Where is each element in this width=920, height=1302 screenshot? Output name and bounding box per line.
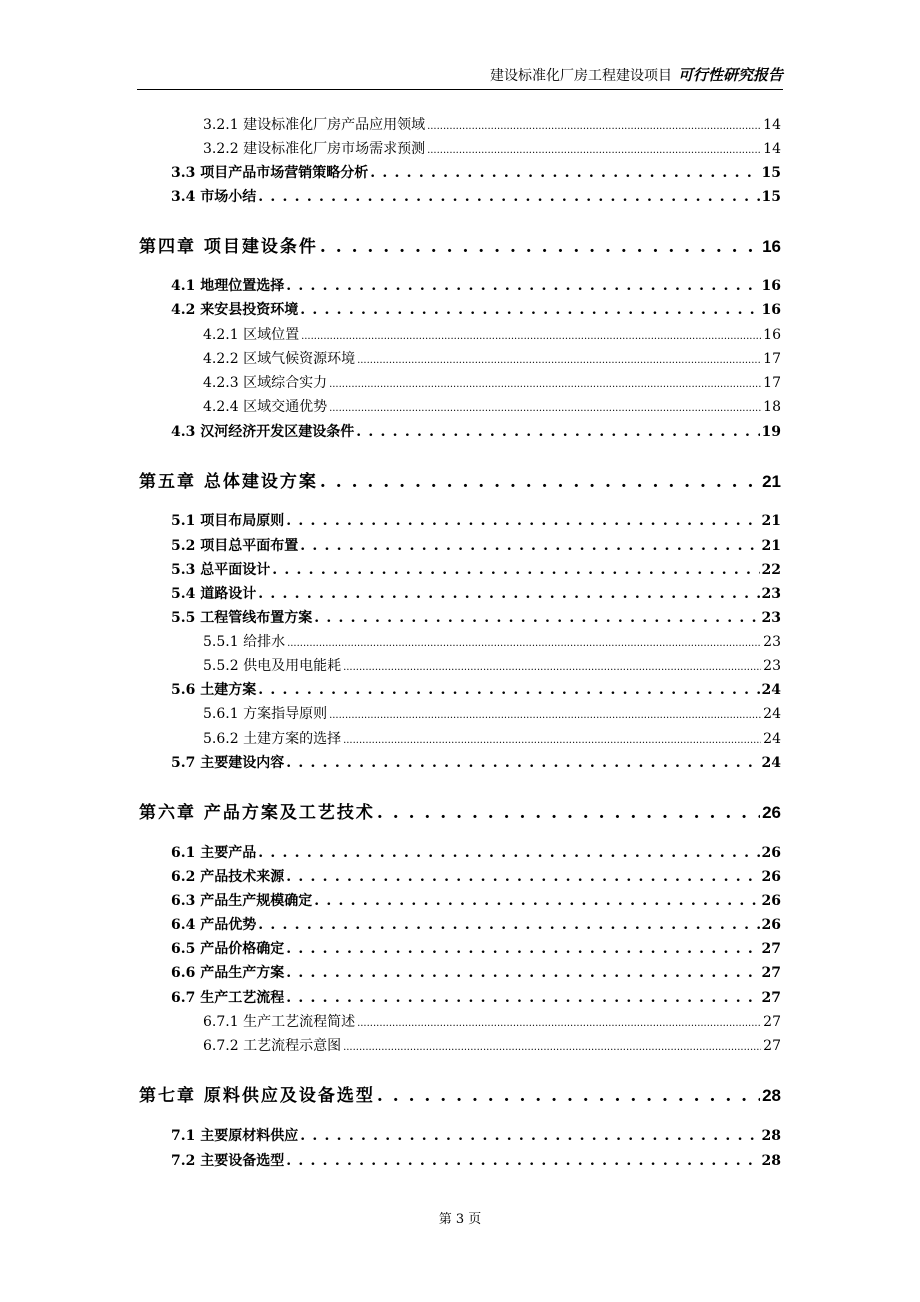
toc-entry-section[interactable] <box>171 987 781 1007</box>
toc-entry-page: 21 <box>762 472 781 491</box>
toc-entry-title: 第六章 产品方案及工艺技术 <box>139 803 375 823</box>
toc-entry-page: 23 <box>763 658 781 674</box>
toc-entry-title: 4.2.2 区域气候资源环境 <box>203 351 356 367</box>
toc-entry-section[interactable] <box>171 866 781 886</box>
toc-entry-title: 3.2.2 建设标准化厂房市场需求预测 <box>203 141 426 157</box>
toc-leader-dots <box>314 610 759 626</box>
toc-entry-page: 27 <box>763 1038 781 1054</box>
header-project-title: 建设标准化厂房工程建设项目 <box>489 68 672 84</box>
toc-entry-page: 14 <box>763 117 781 133</box>
toc-leader-dots <box>329 403 761 414</box>
toc-leader-dots <box>300 538 759 554</box>
toc-leader-dots <box>300 302 759 318</box>
toc-entry-page: 23 <box>763 634 781 650</box>
toc-entry-page: 27 <box>761 941 781 957</box>
toc-entry-title: 5.5.1 给排水 <box>203 634 286 650</box>
toc-entry-sub[interactable] <box>203 348 781 368</box>
toc-leader-dots <box>286 278 759 294</box>
toc-entry-section[interactable] <box>171 162 781 182</box>
toc-entry-title: 第四章 项目建设条件 <box>139 237 318 257</box>
toc-entry-title: 7.2 主要设备选型 <box>171 1153 285 1169</box>
toc-entry-page: 28 <box>762 1086 781 1105</box>
toc-entry-page: 17 <box>763 375 781 391</box>
toc-entry-title: 4.2.3 区域综合实力 <box>203 375 328 391</box>
toc-leader-dots <box>258 586 759 602</box>
toc-entry-section[interactable] <box>171 1150 781 1170</box>
toc-entry-section[interactable] <box>171 535 781 555</box>
toc-entry-section[interactable] <box>171 890 781 910</box>
toc-entry-section[interactable] <box>171 679 781 699</box>
toc-leader-dots <box>343 662 761 673</box>
toc-leader-dots <box>320 472 760 492</box>
toc-entry-title: 6.4 产品优势 <box>171 917 257 933</box>
toc-leader-dots <box>258 189 759 205</box>
toc-leader-dots <box>427 121 761 132</box>
toc-leader-dots <box>356 424 759 440</box>
toc-entry-title: 4.3 汉河经济开发区建设条件 <box>171 424 355 440</box>
toc-leader-dots <box>343 1042 761 1053</box>
toc-entry-title: 6.7.2 工艺流程示意图 <box>203 1038 342 1054</box>
toc-entry-chapter[interactable] <box>139 798 781 823</box>
toc-entry-section[interactable] <box>171 914 781 934</box>
toc-leader-dots <box>272 562 759 578</box>
toc-leader-dots <box>300 1128 759 1144</box>
toc-entry-page: 16 <box>761 302 781 318</box>
toc-leader-dots <box>286 941 759 957</box>
toc-entry-title: 4.2.4 区域交通优势 <box>203 399 328 415</box>
toc-entry-page: 15 <box>761 165 781 181</box>
toc-entry-title: 5.4 道路设计 <box>171 586 257 602</box>
toc-entry-title: 6.3 产品生产规模确定 <box>171 893 313 909</box>
toc-entry-section[interactable] <box>171 962 781 982</box>
toc-entry-page: 26 <box>761 893 781 909</box>
page-header <box>137 62 783 90</box>
toc-entry-title: 6.7.1 生产工艺流程简述 <box>203 1014 356 1030</box>
header-report-title: 可行性研究报告 <box>677 66 783 84</box>
toc-entry-title: 6.5 产品价格确定 <box>171 941 285 957</box>
toc-entry-section[interactable] <box>171 752 781 772</box>
toc-leader-dots <box>258 682 759 698</box>
toc-entry-sub[interactable] <box>203 1011 781 1031</box>
toc-entry-sub[interactable] <box>203 372 781 392</box>
toc-entry-page: 27 <box>761 990 781 1006</box>
toc-entry-title: 3.4 市场小结 <box>171 189 257 205</box>
toc-entry-title: 第七章 原料供应及设备选型 <box>139 1086 375 1106</box>
toc-entry-section[interactable] <box>171 275 781 295</box>
toc-entry-section[interactable] <box>171 186 781 206</box>
toc-entry-page: 24 <box>761 755 781 771</box>
toc-entry-title: 5.7 主要建设内容 <box>171 755 285 771</box>
toc-entry-title: 5.1 项目布局原则 <box>171 513 285 529</box>
toc-leader-dots <box>343 735 761 746</box>
toc-entry-title: 4.2.1 区域位置 <box>203 327 300 343</box>
toc-leader-dots <box>286 755 759 771</box>
toc-entry-page: 15 <box>761 189 781 205</box>
toc-entry-page: 24 <box>763 731 781 747</box>
toc-entry-page: 28 <box>761 1128 781 1144</box>
toc-entry-title: 6.1 主要产品 <box>171 845 257 861</box>
toc-entry-title: 4.2 来安县投资环境 <box>171 302 299 318</box>
toc-entry-sub[interactable] <box>203 138 781 158</box>
toc-entry-page: 27 <box>763 1014 781 1030</box>
toc-entry-page: 21 <box>761 513 781 529</box>
toc-entry-section[interactable] <box>171 559 781 579</box>
toc-entry-title: 5.3 总平面设计 <box>171 562 271 578</box>
toc-leader-dots <box>377 1086 760 1106</box>
toc-entry-page: 17 <box>763 351 781 367</box>
toc-leader-dots <box>286 965 759 981</box>
toc-entry-sub[interactable] <box>203 631 781 651</box>
toc-entry-section[interactable] <box>171 583 781 603</box>
toc-leader-dots <box>258 845 759 861</box>
toc-entry-page: 26 <box>761 845 781 861</box>
toc-entry-page: 22 <box>761 562 781 578</box>
toc-leader-dots <box>286 1153 759 1169</box>
toc-entry-title: 3.2.1 建设标准化厂房产品应用领域 <box>203 117 426 133</box>
toc-entry-sub[interactable] <box>203 655 781 675</box>
toc-entry-page: 26 <box>761 917 781 933</box>
toc-entry-page: 16 <box>763 327 781 343</box>
toc-leader-dots <box>357 1018 761 1029</box>
toc-entry-sub[interactable] <box>203 728 781 748</box>
toc-entry-section[interactable] <box>171 510 781 530</box>
toc-leader-dots <box>301 331 761 342</box>
toc-entry-sub[interactable] <box>203 114 781 134</box>
toc-entry-chapter[interactable] <box>139 467 781 492</box>
toc-leader-dots <box>329 379 761 390</box>
toc-entry-title: 7.1 主要原材料供应 <box>171 1128 299 1144</box>
toc-leader-dots <box>357 355 761 366</box>
toc-entry-chapter[interactable] <box>139 232 781 257</box>
toc-entry-chapter[interactable] <box>139 1081 781 1106</box>
toc-entry-title: 5.6.2 土建方案的选择 <box>203 731 342 747</box>
toc-entry-section[interactable] <box>171 842 781 862</box>
toc-leader-dots <box>377 803 760 823</box>
toc-entry-section[interactable] <box>171 938 781 958</box>
toc-entry-title: 4.1 地理位置选择 <box>171 278 285 294</box>
toc-entry-page: 28 <box>761 1153 781 1169</box>
page-number: 第 3 页 <box>438 1212 482 1227</box>
toc-leader-dots <box>329 710 761 721</box>
toc-entry-page: 21 <box>761 538 781 554</box>
toc-entry-title: 5.6.1 方案指导原则 <box>203 706 328 722</box>
toc-entry-page: 27 <box>761 965 781 981</box>
toc-entry-title: 5.6 土建方案 <box>171 682 257 698</box>
toc-entry-page: 26 <box>761 869 781 885</box>
toc-entry-page: 19 <box>761 424 781 440</box>
toc-entry-section[interactable] <box>171 421 781 441</box>
toc-entry-title: 5.2 项目总平面布置 <box>171 538 299 554</box>
toc-entry-sub[interactable] <box>203 1035 781 1055</box>
toc-entry-page: 26 <box>762 803 781 822</box>
toc-entry-page: 24 <box>763 706 781 722</box>
toc-leader-dots <box>286 990 759 1006</box>
toc-entry-title: 5.5 工程管线布置方案 <box>171 610 313 626</box>
toc-entry-page: 16 <box>762 237 781 256</box>
toc-entry-title: 6.6 产品生产方案 <box>171 965 285 981</box>
toc-entry-page: 18 <box>763 399 781 415</box>
toc-leader-dots <box>287 638 761 649</box>
toc-leader-dots <box>427 145 761 156</box>
toc-entry-title: 6.2 产品技术来源 <box>171 869 285 885</box>
toc-entry-page: 24 <box>761 682 781 698</box>
toc-entry-page: 23 <box>761 610 781 626</box>
toc-entry-title: 3.3 项目产品市场营销策略分析 <box>171 165 369 181</box>
toc-entry-sub[interactable] <box>203 324 781 344</box>
toc-leader-dots <box>286 513 759 529</box>
toc-leader-dots <box>370 165 759 181</box>
toc-entry-title: 5.5.2 供电及用电能耗 <box>203 658 342 674</box>
toc-leader-dots <box>258 917 759 933</box>
toc-entry-sub[interactable] <box>203 396 781 416</box>
toc-entry-page: 23 <box>761 586 781 602</box>
toc-entry-page: 16 <box>761 278 781 294</box>
toc-leader-dots <box>320 237 760 257</box>
toc-entry-title: 第五章 总体建设方案 <box>139 472 318 492</box>
toc-entry-page: 14 <box>763 141 781 157</box>
toc-entry-section[interactable] <box>171 299 781 319</box>
toc-entry-sub[interactable] <box>203 703 781 723</box>
toc-entry-section[interactable] <box>171 1125 781 1145</box>
toc-entry-title: 6.7 生产工艺流程 <box>171 990 285 1006</box>
toc-leader-dots <box>286 869 759 885</box>
toc-leader-dots <box>314 893 759 909</box>
toc-entry-section[interactable] <box>171 607 781 627</box>
